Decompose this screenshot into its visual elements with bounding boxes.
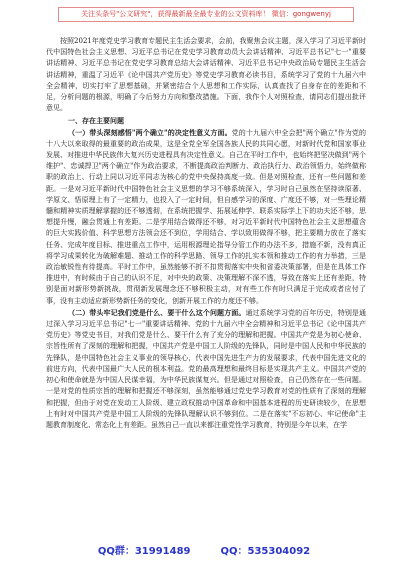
footer-qq-group: QQ群：31991489 <box>97 546 191 557</box>
subsection-1 <box>46 127 366 307</box>
footer-qq-number: QQ：535304092 <box>220 546 311 557</box>
subsection-2 <box>46 307 366 431</box>
intro-paragraph: 按照2021年度党史学习教育专题民主生活会要求，会前，我聚焦会议主题，深入学习了习近平新时代中国特色社会主义思想、习近平总书记在党史学习教育动员大会讲话精神、习近平总书记"七一"重要讲话精神、习近平总书记在党史学习教育总结大会讲话精神、习近平总书记中央政治局专题民主生活会讲话精神，重温了习近平《论中国共产党历史》等党史学习教育必读书目，系统学习了党的十九届六中全会精神，切实打牢了思想基础，并紧密结合个人思想和工作实际，认真查找了自身存在的差距和不足，分析问题的根源，明确了今后努力方向和整改措施。下面，我作个人对照检查，请同志们提出批评意见。 <box>46 37 366 113</box>
document-body <box>46 36 366 431</box>
footer-contact <box>0 542 408 557</box>
subsection-2-body: 通过系统学习党的百年历史，特别是通过深入学习习近平总书记"七一"重要讲话精神、党的十九届六中全会精神和习近平总书记《论中国共产党历史》等党史书目，对我们党是什么、要干什么有了充分的理解和把握。中国共产党是为初心使命、宗旨性所有了深刻的理解和把握，中国共产党是中国工人阶级的先锋队，同时是中国人民和中华民族的先锋队，是中国特色社会主义事业的领导核心，代表中国先进生产力的发展要求，代表中国先进文化的前进方向，代表中国最广大人民的根本利益。党的最高理想和最终目标是实现共产主义。中国共产党的初心和使命就是为中国人民谋幸福，为中华民族谋复兴。但是通过对照检查，自己仍然存在一些问题。一是对党的性质宗旨的理解和把握还不够深刻，虽然能够通过党史学习教育对党的性质有了深刻的理解和把握，但由于对党在发动工人阶级、建立政权推动中国革命和中国基本进程的历史研读较少，在思想上有时对中国共产党是中国工人阶级的先锋队理解认识不够到位。二是在落实"不忘初心、牢记使命"主题教育制度化、常态化上有差距。虽然自己一直以来都注重党性学习教育，特别是今年以来，在学 <box>46 308 367 429</box>
banner-text: 关注头条号"公文研究"，获得最新最全最专业的公文资料库！ 微信：gongwenyj <box>81 10 331 18</box>
subsection-2-title: （二）带头牢记我们党是什么、要干什么这个问题方面。 <box>68 307 246 317</box>
section-heading: 一、存在主要问题 <box>68 116 124 126</box>
header-banner <box>58 7 354 22</box>
subsection-1-title: （一）带头深刻感悟"两个确立"的决定性意义方面。 <box>68 127 232 137</box>
subsection-1-body: 党的十九届六中全会把"两个确立"作为党的十八大以来取得的最重要的政治成果，这是全党全军全国各族人民的共同心愿，对新时代党和国家事业发展、对推进中华民族伟大复兴历史进程具有决定性意义。自己在平时工作中，也始终把坚决做到"两个维护"、忠诚捍卫"两个确立"作为政治要求，不断提高政治判断力、政治执行力、政治领悟力，始终做称职的政治上、行动上同以习近平同志为核心的党中央保持高度一致。但是对照检查，还有一些问题和差距。一是对习近平新时代中国特色社会主义思想的学习不够系统深入，学习时自己虽然在坚持读原著、学原文、悟原理上有了一定精力，也投入了一定时间，但自感学习的深度、广度还不够，对一些理论精髓和精神实质理解掌握的还不够透彻，在系统把握学、拓展延伸学、联系实际学上下的功夫还不够，思想提升慢，融会贯通上有差距。二是学用结合做得还不够，对习近平新时代中国特色社会主义思想蕴含的巨大实践价值、科学思想方法领会还不到位，学用结合、学以致用做得不够，把主要精力放在了落实任务、完成年度目标、推进重点工作中，运用根源理论指导分管工作的办法不多，措施不新，没有真正将学习成果转化为破解难题、推动工作的科学思路、领导工作的扎实本领和推动工作的有力举措，三是政治敏锐性有待提高。平时工作中，虽然能够不折不扣贯彻落实中央和省委决策部署，但是在具体工作推进中，有时候由于自己的认识不足，对中央的政策、决策理解不深不透，导致在落实上还有差距，特别是面对新形势新挑战，贯彻新发展理念还不够积极主动，对有些工作有时只满足于完成或者应付了事，没有主动适应新形势新任务的变化，创新开展工作的力度还不够。 <box>46 128 366 305</box>
